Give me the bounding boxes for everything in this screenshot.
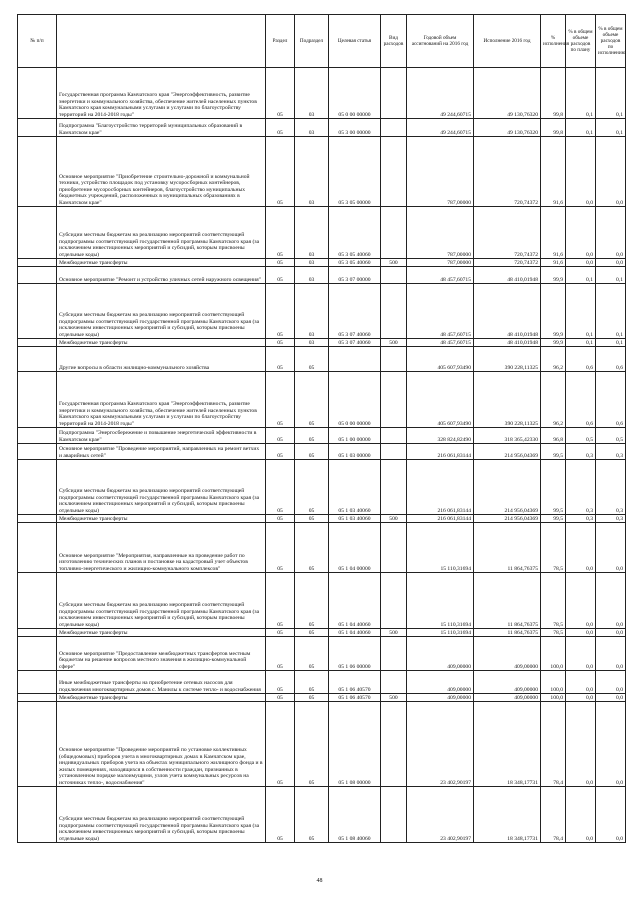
header-row [18, 15, 626, 68]
cell-article: 05 3 07 00000 [329, 267, 381, 284]
cell-plan: 15 110,31694 [407, 523, 474, 573]
cell-fact: 48 410,01948 [474, 267, 541, 284]
cell-razdel: 05 [266, 428, 295, 444]
cell-fact: 11 864,76375 [474, 629, 541, 637]
table-row [18, 523, 626, 573]
cell-share-fact: 0,3 [596, 460, 626, 515]
cell-share-plan: 0,1 [566, 284, 596, 339]
cell-podrazdel: 03 [295, 119, 329, 137]
cell-share-plan: 0,0 [566, 137, 596, 207]
cell-index [18, 515, 57, 523]
cell-index [18, 573, 57, 629]
budget-sheet [17, 14, 625, 843]
cell-share-fact: 0,0 [596, 573, 626, 629]
cell-vr [381, 702, 407, 787]
header-pct: % исполнения [541, 15, 566, 68]
cell-podrazdel: 05 [295, 637, 329, 671]
cell-fact: 11 864,76375 [474, 573, 541, 629]
cell-vr [381, 573, 407, 629]
cell-podrazdel: 03 [295, 207, 329, 259]
cell-plan: 405 607,93490 [407, 372, 474, 428]
cell-fact: 11 864,76375 [474, 523, 541, 573]
cell-podrazdel: 03 [295, 284, 329, 339]
cell-podrazdel: 03 [295, 68, 329, 119]
cell-article: 05 1 03 40060 [329, 515, 381, 523]
cell-article: 05 1 04 00000 [329, 523, 381, 573]
cell-vr: 500 [381, 629, 407, 637]
cell-plan: 15 110,31694 [407, 629, 474, 637]
cell-fact: 720,74372 [474, 207, 541, 259]
cell-razdel: 05 [266, 259, 295, 267]
cell-razdel: 05 [266, 267, 295, 284]
table-row [18, 284, 626, 339]
cell-plan: 216 061,83144 [407, 460, 474, 515]
header-fact: Исполнение 2016 год [474, 15, 541, 68]
cell-index [18, 428, 57, 444]
cell-podrazdel: 05 [295, 629, 329, 637]
cell-podrazdel: 03 [295, 259, 329, 267]
cell-share-plan: 0,0 [566, 787, 596, 843]
cell-share-plan: 0,3 [566, 460, 596, 515]
cell-share-fact: 0,3 [596, 515, 626, 523]
cell-fact: 720,74372 [474, 259, 541, 267]
cell-plan: 49 244,60715 [407, 68, 474, 119]
cell-name: Межбюджетные трансферты [57, 629, 266, 637]
cell-share-fact: 0,0 [596, 787, 626, 843]
table-row [18, 207, 626, 259]
cell-vr [381, 68, 407, 119]
header-share-plan: % в общем объеме расходов по плану [566, 15, 596, 68]
cell-article: 05 1 04 40060 [329, 573, 381, 629]
cell-article: 05 0 00 00000 [329, 372, 381, 428]
cell-plan: 49 244,60715 [407, 119, 474, 137]
cell-podrazdel: 03 [295, 267, 329, 284]
cell-share-fact: 0,0 [596, 137, 626, 207]
cell-pct: 99,8 [541, 119, 566, 137]
cell-podrazdel: 05 [295, 372, 329, 428]
cell-article: 05 3 07 40060 [329, 339, 381, 347]
cell-razdel: 05 [266, 671, 295, 694]
cell-plan: 405 607,93490 [407, 347, 474, 372]
header-num: № п/п [18, 15, 57, 68]
cell-share-plan: 0,1 [566, 267, 596, 284]
cell-fact: 214 956,04369 [474, 515, 541, 523]
cell-pct: 100,0 [541, 637, 566, 671]
cell-name: Основное мероприятие "Приобретение строительно-дорожной и коммунальной техники, устройство площадок под установку мусоросборных контейнеров, приобретение мусоросборных контейнеров, благоустройство муниципальных бюджетных учреждений, расположенных в муниципальных образованиях в Камчатском крае" [57, 137, 266, 207]
cell-razdel: 05 [266, 372, 295, 428]
cell-share-fact: 0,1 [596, 339, 626, 347]
cell-share-plan: 0,1 [566, 119, 596, 137]
cell-podrazdel: 05 [295, 787, 329, 843]
cell-plan: 48 457,60715 [407, 267, 474, 284]
cell-index [18, 347, 57, 372]
cell-razdel: 05 [266, 68, 295, 119]
cell-pct: 96,2 [541, 347, 566, 372]
cell-name: Государственная программа Камчатского края "Энергоэффективность, развитие энергетики и коммунального хозяйства, обеспечение жителей населенных пунктов Камчатского края коммунальными услугами и услугами по благоустройству территорий на 2014-2018 годы" [57, 68, 266, 119]
cell-share-fact: 0,1 [596, 68, 626, 119]
cell-share-plan: 0,0 [566, 702, 596, 787]
table-row [18, 137, 626, 207]
cell-article: 05 1 00 00000 [329, 428, 381, 444]
table-row [18, 694, 626, 702]
cell-name: Межбюджетные трансферты [57, 515, 266, 523]
cell-podrazdel: 05 [295, 347, 329, 372]
cell-name: Субсидии местным бюджетам на реализацию мероприятий соответствующей подпрограммы соответствующей государственной программы Камчатского края (за исключением инвестиционных мероприятий и субсидий, которым присвоены отдельные коды) [57, 207, 266, 259]
cell-index [18, 460, 57, 515]
table-row [18, 787, 626, 843]
cell-vr [381, 347, 407, 372]
cell-vr [381, 637, 407, 671]
cell-index [18, 637, 57, 671]
cell-pct: 78,5 [541, 573, 566, 629]
cell-fact: 214 956,04369 [474, 460, 541, 515]
cell-vr [381, 119, 407, 137]
cell-article: 05 1 03 00000 [329, 444, 381, 460]
table-row [18, 119, 626, 137]
cell-name: Основное мероприятие "Ремонт и устройство уличных сетей наружного освещения" [57, 267, 266, 284]
cell-plan: 787,00000 [407, 259, 474, 267]
cell-razdel: 05 [266, 573, 295, 629]
cell-index [18, 444, 57, 460]
cell-name: Субсидии местным бюджетам на реализацию мероприятий соответствующей подпрограммы соответствующей государственной программы Камчатского края (за исключением инвестиционных мероприятий и субсидий, которым присвоены отдельные коды) [57, 573, 266, 629]
cell-share-fact: 0,1 [596, 284, 626, 339]
table-row [18, 267, 626, 284]
cell-pct: 99,5 [541, 515, 566, 523]
cell-razdel: 05 [266, 515, 295, 523]
cell-pct: 100,0 [541, 671, 566, 694]
cell-fact: 48 410,01948 [474, 284, 541, 339]
header-razdel: Раздел [266, 15, 295, 68]
cell-podrazdel: 05 [295, 573, 329, 629]
cell-name: Субсидии местным бюджетам на реализацию мероприятий соответствующей подпрограммы соответствующей государственной программы Камчатского края (за исключением инвестиционных мероприятий и субсидий, которым присвоены отдельные коды) [57, 284, 266, 339]
cell-vr [381, 787, 407, 843]
cell-vr [381, 460, 407, 515]
cell-pct: 99,5 [541, 460, 566, 515]
cell-fact: 720,74372 [474, 137, 541, 207]
cell-pct: 78,4 [541, 787, 566, 843]
cell-plan: 216 061,83144 [407, 444, 474, 460]
cell-article: 05 1 08 00000 [329, 702, 381, 787]
cell-razdel: 05 [266, 137, 295, 207]
page-number: 48 [316, 878, 323, 884]
cell-share-plan: 0,0 [566, 629, 596, 637]
cell-share-plan: 0,5 [566, 428, 596, 444]
cell-plan: 409,00000 [407, 671, 474, 694]
cell-podrazdel: 03 [295, 339, 329, 347]
cell-fact: 48 410,01948 [474, 339, 541, 347]
cell-name: Субсидии местным бюджетам на реализацию мероприятий соответствующей подпрограммы соответствующей государственной программы Камчатского края (за исключением инвестиционных мероприятий и субсидий, которым присвоены отдельные коды) [57, 787, 266, 843]
cell-share-fact: 0,0 [596, 207, 626, 259]
cell-podrazdel: 05 [295, 460, 329, 515]
cell-fact: 409,00000 [474, 694, 541, 702]
cell-share-plan: 0,1 [566, 339, 596, 347]
cell-pct: 99,9 [541, 339, 566, 347]
cell-fact: 318 365,42330 [474, 428, 541, 444]
cell-article: 05 3 05 40060 [329, 259, 381, 267]
cell-vr [381, 671, 407, 694]
table-row [18, 702, 626, 787]
cell-fact: 18 348,17731 [474, 787, 541, 843]
cell-name: Государственная программа Камчатского края "Энергоэффективность, развитие энергетики и коммунального хозяйства, обеспечение жителей населенных пунктов Камчатского края коммунальными услугами и услугами по благоустройству территорий на 2014-2018 годы" [57, 372, 266, 428]
cell-article: 05 1 03 40060 [329, 460, 381, 515]
cell-share-plan: 0,0 [566, 671, 596, 694]
cell-share-plan: 0,0 [566, 694, 596, 702]
table-row [18, 629, 626, 637]
header-vr: Вид расходов [381, 15, 407, 68]
cell-share-plan: 0,1 [566, 68, 596, 119]
cell-share-fact: 0,0 [596, 629, 626, 637]
cell-razdel: 05 [266, 460, 295, 515]
cell-razdel: 05 [266, 119, 295, 137]
cell-article [329, 347, 381, 372]
cell-razdel: 05 [266, 339, 295, 347]
cell-pct: 99,9 [541, 284, 566, 339]
cell-name: Субсидии местным бюджетам на реализацию мероприятий соответствующей подпрограммы соответствующей государственной программы Камчатского края (за исключением инвестиционных мероприятий и субсидий, которым присвоены отдельные коды) [57, 460, 266, 515]
cell-pct: 99,5 [541, 444, 566, 460]
cell-plan: 48 457,60715 [407, 284, 474, 339]
cell-share-fact: 0,0 [596, 702, 626, 787]
header-name [57, 15, 266, 68]
cell-share-plan: 0,6 [566, 347, 596, 372]
cell-name: Подпрограмма "Благоустройство территорий муниципальных образований в Камчатском крае" [57, 119, 266, 137]
cell-index [18, 137, 57, 207]
cell-pct: 96,8 [541, 428, 566, 444]
cell-name: Другие вопросы в области жилищно-коммунального хозяйства [57, 347, 266, 372]
cell-razdel: 05 [266, 629, 295, 637]
cell-name: Подпрограмма "Энергосбережение и повышение энергетической эффективности в Камчатском крае" [57, 428, 266, 444]
cell-razdel: 05 [266, 444, 295, 460]
cell-share-plan: 0,0 [566, 637, 596, 671]
cell-plan: 787,00000 [407, 137, 474, 207]
cell-fact: 409,00000 [474, 637, 541, 671]
cell-razdel: 05 [266, 347, 295, 372]
cell-index [18, 68, 57, 119]
cell-share-fact: 0,1 [596, 119, 626, 137]
cell-name: Основное мероприятие "Предоставление межбюджетных трансфертов местным бюджетам на решение вопросов местного значения в жилищно-коммунальной сфере" [57, 637, 266, 671]
cell-razdel: 05 [266, 523, 295, 573]
cell-plan: 216 061,83144 [407, 515, 474, 523]
cell-index [18, 694, 57, 702]
cell-pct: 78,5 [541, 523, 566, 573]
cell-index [18, 671, 57, 694]
cell-share-fact: 0,0 [596, 259, 626, 267]
cell-podrazdel: 05 [295, 671, 329, 694]
cell-name: Основное мероприятие "Проведение мероприятий, направленных на ремонт ветхих и аварийных сетей" [57, 444, 266, 460]
table-row [18, 460, 626, 515]
budget-table [17, 14, 626, 843]
cell-share-fact: 0,6 [596, 372, 626, 428]
cell-article: 05 3 05 00000 [329, 137, 381, 207]
table-row [18, 573, 626, 629]
cell-plan: 23 402,90197 [407, 787, 474, 843]
cell-pct: 78,4 [541, 702, 566, 787]
cell-razdel: 05 [266, 702, 295, 787]
cell-vr: 500 [381, 339, 407, 347]
cell-podrazdel: 05 [295, 694, 329, 702]
table-row [18, 347, 626, 372]
budget-body [18, 68, 626, 843]
cell-index [18, 629, 57, 637]
cell-index [18, 259, 57, 267]
cell-article: 05 1 06 00000 [329, 637, 381, 671]
cell-article: 05 3 00 00000 [329, 119, 381, 137]
cell-share-fact: 0,0 [596, 637, 626, 671]
table-row [18, 68, 626, 119]
cell-podrazdel: 05 [295, 523, 329, 573]
cell-plan: 787,00000 [407, 207, 474, 259]
cell-vr [381, 267, 407, 284]
cell-pct: 78,5 [541, 629, 566, 637]
cell-fact: 390 228,11325 [474, 372, 541, 428]
cell-name: Межбюджетные трансферты [57, 259, 266, 267]
cell-pct: 99,8 [541, 68, 566, 119]
cell-podrazdel: 05 [295, 428, 329, 444]
table-row [18, 515, 626, 523]
cell-share-fact: 0,3 [596, 444, 626, 460]
cell-fact: 18 348,17731 [474, 702, 541, 787]
cell-pct: 100,0 [541, 694, 566, 702]
cell-article: 05 1 06 40570 [329, 694, 381, 702]
cell-name: Межбюджетные трансферты [57, 339, 266, 347]
cell-article: 05 1 08 40060 [329, 787, 381, 843]
cell-razdel: 05 [266, 284, 295, 339]
cell-index [18, 372, 57, 428]
cell-plan: 409,00000 [407, 694, 474, 702]
header-podrazdel: Подраздел [295, 15, 329, 68]
cell-index [18, 523, 57, 573]
cell-share-fact: 0,0 [596, 694, 626, 702]
cell-podrazdel: 03 [295, 137, 329, 207]
cell-podrazdel: 05 [295, 702, 329, 787]
cell-plan: 48 457,60715 [407, 339, 474, 347]
cell-share-plan: 0,3 [566, 515, 596, 523]
cell-vr [381, 444, 407, 460]
cell-pct: 91,6 [541, 137, 566, 207]
cell-vr [381, 523, 407, 573]
cell-fact: 49 130,76320 [474, 68, 541, 119]
table-row [18, 372, 626, 428]
cell-share-fact: 0,6 [596, 347, 626, 372]
cell-name: Иные межбюджетные трансферты на приобретение сетевых насосов для подключения многоквартирных домов с. Манилы к системе тепло- и водоснабжения [57, 671, 266, 694]
cell-share-fact: 0,0 [596, 523, 626, 573]
cell-fact: 390 228,11325 [474, 347, 541, 372]
cell-plan: 409,00000 [407, 637, 474, 671]
table-row [18, 671, 626, 694]
cell-pct: 91,6 [541, 207, 566, 259]
cell-podrazdel: 05 [295, 444, 329, 460]
cell-pct: 99,9 [541, 267, 566, 284]
cell-share-fact: 0,0 [596, 671, 626, 694]
cell-article: 05 3 05 40060 [329, 207, 381, 259]
cell-name: Основное мероприятие "Мероприятия, направленные на проведение работ по изготовлению технических планов и постановке на кадастровый учет объектов топливно-энергетического и жилищно-коммунального комплексов" [57, 523, 266, 573]
cell-fact: 214 956,04369 [474, 444, 541, 460]
cell-share-fact: 0,5 [596, 428, 626, 444]
cell-index [18, 702, 57, 787]
cell-vr: 500 [381, 259, 407, 267]
cell-vr [381, 428, 407, 444]
cell-article: 05 3 07 40060 [329, 284, 381, 339]
cell-index [18, 207, 57, 259]
cell-plan: 15 110,31694 [407, 573, 474, 629]
cell-share-plan: 0,0 [566, 573, 596, 629]
cell-index [18, 267, 57, 284]
cell-article: 05 0 00 00000 [329, 68, 381, 119]
cell-article: 05 1 06 40570 [329, 671, 381, 694]
cell-share-plan: 0,0 [566, 207, 596, 259]
table-row [18, 339, 626, 347]
table-row [18, 444, 626, 460]
cell-pct: 91,6 [541, 259, 566, 267]
cell-article: 05 1 04 40060 [329, 629, 381, 637]
cell-name: Основное мероприятие "Проведение мероприятий по установке коллективных (общедомовых) приборов учета в многоквартирных домах в Камчатском крае, индивидуальных приборов учета на объектах муниципального жилищного фонда и в жилых помещениях, находящихся в собственности граждан, признанных в установленном порядке малоимущими, узлов учета коммунальных ресурсов на источниках тепло-, водоснабжения" [57, 702, 266, 787]
header-share-fact: % в общем объеме расходов по исполнению [596, 15, 626, 68]
cell-razdel: 05 [266, 694, 295, 702]
cell-index [18, 284, 57, 339]
cell-podrazdel: 05 [295, 515, 329, 523]
cell-razdel: 05 [266, 787, 295, 843]
cell-vr: 500 [381, 694, 407, 702]
cell-index [18, 339, 57, 347]
cell-share-plan: 0,3 [566, 444, 596, 460]
cell-pct: 96,2 [541, 372, 566, 428]
cell-plan: 328 824,82490 [407, 428, 474, 444]
cell-vr [381, 137, 407, 207]
cell-share-plan: 0,0 [566, 259, 596, 267]
cell-index [18, 787, 57, 843]
header-article: Целевая статья [329, 15, 381, 68]
cell-vr: 500 [381, 515, 407, 523]
cell-vr [381, 284, 407, 339]
table-row [18, 259, 626, 267]
table-row [18, 428, 626, 444]
cell-vr [381, 372, 407, 428]
cell-vr [381, 207, 407, 259]
cell-fact: 49 130,76320 [474, 119, 541, 137]
cell-razdel: 05 [266, 207, 295, 259]
cell-share-plan: 0,6 [566, 372, 596, 428]
cell-plan: 23 402,90197 [407, 702, 474, 787]
cell-razdel: 05 [266, 637, 295, 671]
cell-index [18, 119, 57, 137]
cell-share-plan: 0,0 [566, 523, 596, 573]
cell-name: Межбюджетные трансферты [57, 694, 266, 702]
cell-share-fact: 0,1 [596, 267, 626, 284]
cell-fact: 409,00000 [474, 671, 541, 694]
table-row [18, 637, 626, 671]
header-plan: Годовой объем ассигнований на 2016 год [407, 15, 474, 68]
